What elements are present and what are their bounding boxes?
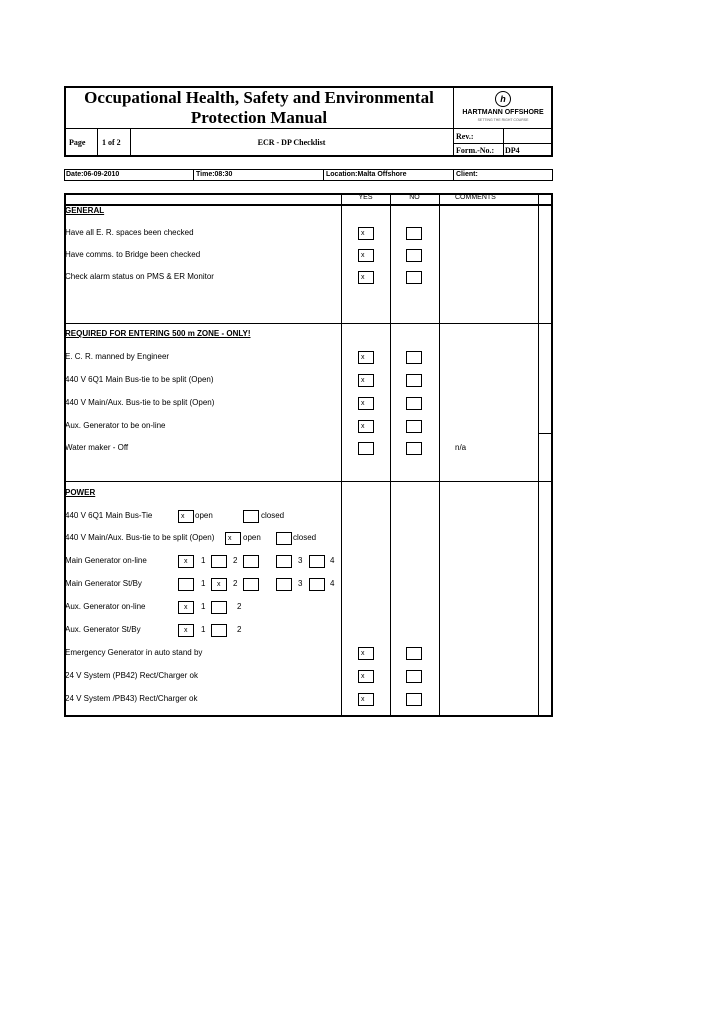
gen4-number: 4 bbox=[330, 579, 335, 588]
yes-checkbox[interactable]: x bbox=[358, 271, 374, 284]
general-item-label: Have all E. R. spaces been checked bbox=[65, 228, 194, 237]
gen3-number: 3 bbox=[298, 556, 303, 565]
no-checkbox[interactable] bbox=[406, 397, 422, 410]
form-value: DP4 bbox=[505, 146, 520, 155]
manual-title-line2: Protection Manual bbox=[190, 108, 328, 127]
no-checkbox[interactable] bbox=[406, 420, 422, 433]
aux1-number: 1 bbox=[201, 602, 206, 611]
yes-checkbox[interactable]: x bbox=[358, 374, 374, 387]
main-stby-label: Main Generator St/By bbox=[65, 579, 142, 588]
no-checkbox[interactable] bbox=[406, 670, 422, 683]
yes-checkbox[interactable]: x bbox=[358, 693, 374, 706]
company-logo bbox=[455, 88, 551, 126]
bustie2-label: 440 V Main/Aux. Bus-tie to be split (Open) bbox=[65, 533, 215, 542]
bustie1-label: 440 V 6Q1 Main Bus-Tie bbox=[65, 511, 153, 520]
yes-checkbox[interactable]: x bbox=[358, 420, 374, 433]
no-checkbox[interactable] bbox=[406, 351, 422, 364]
main-online-label: Main Generator on-line bbox=[65, 556, 147, 565]
yes-checkbox[interactable]: x bbox=[358, 670, 374, 683]
gen1-checkbox[interactable] bbox=[178, 578, 194, 591]
no-checkbox[interactable] bbox=[406, 693, 422, 706]
open-checkbox[interactable]: x bbox=[225, 532, 241, 545]
section-power: POWER bbox=[65, 488, 96, 497]
yes-checkbox[interactable]: x bbox=[358, 647, 374, 660]
gen4-checkbox[interactable] bbox=[309, 578, 325, 591]
page-value: 1 of 2 bbox=[102, 138, 121, 147]
zone-item-label: 440 V 6Q1 Main Bus-tie to be split (Open) bbox=[65, 375, 214, 384]
yes-checkbox[interactable] bbox=[358, 442, 374, 455]
gen3-checkbox-a[interactable] bbox=[243, 555, 259, 568]
aux2-checkbox[interactable] bbox=[211, 601, 227, 614]
col-header-comments: COMMENTS bbox=[455, 194, 496, 201]
no-checkbox[interactable] bbox=[406, 271, 422, 284]
no-checkbox[interactable] bbox=[406, 249, 422, 262]
gen3-number: 3 bbox=[298, 579, 303, 588]
logo-emblem-icon: h bbox=[495, 91, 511, 107]
gen3-checkbox-b[interactable] bbox=[276, 555, 292, 568]
aux-online-label: Aux. Generator on-line bbox=[65, 602, 146, 611]
aux2-number: 2 bbox=[237, 602, 242, 611]
col-header-yes: YES bbox=[358, 194, 373, 201]
open-label: open bbox=[195, 511, 213, 520]
no-checkbox[interactable] bbox=[406, 227, 422, 240]
client-field: Client: bbox=[456, 171, 478, 178]
gen1-number: 1 bbox=[201, 579, 206, 588]
zone-item-label: 440 V Main/Aux. Bus-tie to be split (Open) bbox=[65, 398, 215, 407]
zone-item-label: Aux. Generator to be on-line bbox=[65, 421, 166, 430]
comment-text: n/a bbox=[455, 443, 467, 452]
yes-checkbox[interactable]: x bbox=[358, 351, 374, 364]
closed-label: closed bbox=[293, 533, 317, 542]
no-checkbox[interactable] bbox=[406, 442, 422, 455]
col-header-no: NO bbox=[409, 194, 420, 201]
pb42-label: 24 V System (PB42) Rect/Charger ok bbox=[65, 671, 198, 680]
rev-label: Rev.: bbox=[456, 132, 474, 141]
aux1-checkbox[interactable]: x bbox=[178, 624, 194, 637]
aux2-checkbox[interactable] bbox=[211, 624, 227, 637]
no-checkbox[interactable] bbox=[406, 374, 422, 387]
gen3-checkbox-a[interactable] bbox=[243, 578, 259, 591]
doc-title: ECR - DP Checklist bbox=[257, 138, 326, 147]
yes-checkbox[interactable]: x bbox=[358, 397, 374, 410]
info-bar bbox=[64, 169, 553, 181]
aux1-number: 1 bbox=[201, 625, 206, 634]
logo-name: HARTMANN OFFSHORE bbox=[462, 109, 544, 116]
gen4-checkbox[interactable] bbox=[309, 555, 325, 568]
closed-label: closed bbox=[261, 511, 285, 520]
gen2-number: 2 bbox=[233, 556, 238, 565]
gen2-checkbox[interactable] bbox=[211, 555, 227, 568]
manual-title-line1: Occupational Health, Safety and Environmental bbox=[84, 88, 434, 107]
closed-checkbox[interactable] bbox=[276, 532, 292, 545]
location-field: Location:Malta Offshore bbox=[326, 171, 407, 178]
gen2-number: 2 bbox=[233, 579, 238, 588]
open-label: open bbox=[243, 533, 261, 542]
general-item-label: Have comms. to Bridge been checked bbox=[65, 250, 201, 259]
zone-item-label: E. C. R. manned by Engineer bbox=[65, 352, 170, 361]
gen2-checkbox[interactable]: x bbox=[211, 578, 227, 591]
aux1-checkbox[interactable]: x bbox=[178, 601, 194, 614]
aux-stby-label: Aux. Generator St/By bbox=[65, 625, 141, 634]
yes-checkbox[interactable]: x bbox=[358, 249, 374, 262]
yes-checkbox[interactable]: x bbox=[358, 227, 374, 240]
logo-tagline: SETTING THE RIGHT COURSE bbox=[477, 118, 529, 122]
time-field: Time:08:30 bbox=[196, 171, 233, 178]
section-general: GENERAL bbox=[65, 206, 105, 215]
date-field: Date:06-09-2010 bbox=[66, 171, 120, 178]
general-item-label: Check alarm status on PMS & ER Monitor bbox=[65, 272, 214, 281]
gen1-number: 1 bbox=[201, 556, 206, 565]
pb43-label: 24 V System /PB43) Rect/Charger ok bbox=[65, 694, 198, 703]
page-label: Page bbox=[69, 138, 86, 147]
aux2-number: 2 bbox=[237, 625, 242, 634]
open-checkbox[interactable]: x bbox=[178, 510, 194, 523]
gen4-number: 4 bbox=[330, 556, 335, 565]
zone-item-label: Water maker - Off bbox=[65, 443, 129, 452]
section-zone: REQUIRED FOR ENTERING 500 m ZONE - ONLY! bbox=[65, 329, 251, 338]
no-checkbox[interactable] bbox=[406, 647, 422, 660]
emergency-gen-label: Emergency Generator in auto stand by bbox=[65, 648, 203, 657]
gen3-checkbox-b[interactable] bbox=[276, 578, 292, 591]
closed-checkbox[interactable] bbox=[243, 510, 259, 523]
gen1-checkbox[interactable]: x bbox=[178, 555, 194, 568]
form-label: Form.-No.: bbox=[456, 146, 495, 155]
